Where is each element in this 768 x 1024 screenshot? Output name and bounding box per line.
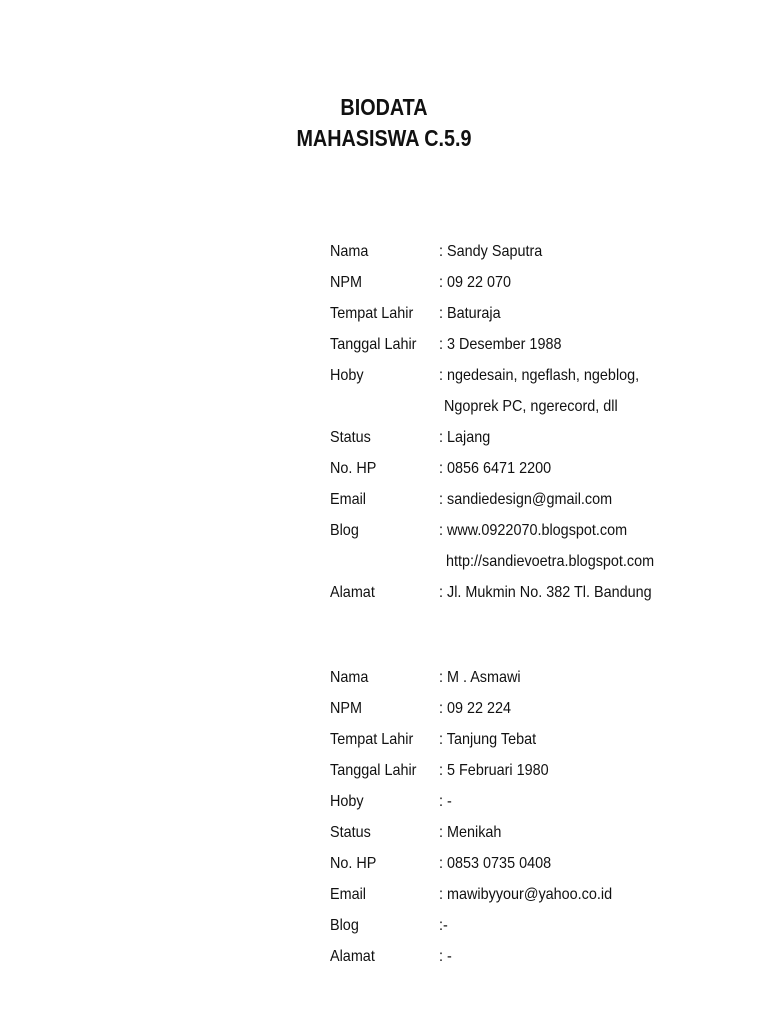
field-value: : - bbox=[439, 793, 452, 810]
field-row-npm bbox=[330, 696, 750, 727]
field-label: Email bbox=[330, 491, 367, 508]
field-label: NPM bbox=[330, 700, 363, 717]
field-row-npm bbox=[330, 270, 750, 301]
field-row-tanggal-lahir bbox=[330, 758, 750, 789]
field-row-tempat-lahir bbox=[330, 301, 750, 332]
field-row-nama bbox=[330, 239, 750, 270]
field-row-hoby-continued bbox=[330, 394, 750, 425]
field-value: : Jl. Mukmin No. 382 Tl. Bandung bbox=[439, 584, 652, 601]
student-record-2 bbox=[330, 665, 750, 975]
field-row-status bbox=[330, 820, 750, 851]
field-label: Tempat Lahir bbox=[330, 731, 414, 748]
field-row-blog bbox=[330, 518, 750, 549]
field-row-alamat bbox=[330, 944, 750, 975]
field-label: Alamat bbox=[330, 584, 375, 601]
field-row-blog-continued bbox=[330, 549, 750, 580]
field-row-nama bbox=[330, 665, 750, 696]
field-value: : 09 22 224 bbox=[439, 700, 512, 717]
field-label: Alamat bbox=[330, 948, 375, 965]
field-label: Tanggal Lahir bbox=[330, 762, 417, 779]
field-label: NPM bbox=[330, 274, 363, 291]
field-row-no-hp bbox=[330, 851, 750, 882]
document-title-line-2: MAHASISWA C.5.9 bbox=[296, 125, 472, 151]
field-row-hoby bbox=[330, 363, 750, 394]
field-row-no-hp bbox=[330, 456, 750, 487]
student-record-1 bbox=[330, 239, 750, 611]
field-label: Tanggal Lahir bbox=[330, 336, 417, 353]
field-label: No. HP bbox=[330, 855, 377, 872]
field-row-blog bbox=[330, 913, 750, 944]
field-row-email bbox=[330, 487, 750, 518]
field-row-alamat bbox=[330, 580, 750, 611]
field-value: : 0856 6471 2200 bbox=[439, 460, 552, 477]
field-row-status bbox=[330, 425, 750, 456]
field-value: : 09 22 070 bbox=[439, 274, 512, 291]
field-value: :- bbox=[439, 917, 448, 934]
field-value: : 0853 0735 0408 bbox=[439, 855, 552, 872]
field-label: Nama bbox=[330, 669, 369, 686]
field-row-tanggal-lahir bbox=[330, 332, 750, 363]
field-label: Hoby bbox=[330, 793, 364, 810]
field-value: : Sandy Saputra bbox=[439, 243, 543, 260]
field-value: : sandiedesign@gmail.com bbox=[439, 491, 613, 508]
field-row-hoby bbox=[330, 789, 750, 820]
field-value: : M . Asmawi bbox=[439, 669, 521, 686]
field-value: : Lajang bbox=[439, 429, 491, 446]
field-value: : Menikah bbox=[439, 824, 502, 841]
field-value: Ngoprek PC, ngerecord, dll bbox=[444, 398, 618, 415]
document-title-line-1: BIODATA bbox=[340, 94, 428, 120]
field-label: No. HP bbox=[330, 460, 377, 477]
field-row-email bbox=[330, 882, 750, 913]
field-label: Status bbox=[330, 824, 371, 841]
field-label: Blog bbox=[330, 917, 359, 934]
field-value: : 3 Desember 1988 bbox=[439, 336, 562, 353]
field-value: http://sandievoetra.blogspot.com bbox=[446, 553, 655, 570]
field-label: Hoby bbox=[330, 367, 364, 384]
field-label: Email bbox=[330, 886, 367, 903]
field-value: : ngedesain, ngeflash, ngeblog, bbox=[439, 367, 640, 384]
field-label: Tempat Lahir bbox=[330, 305, 414, 322]
field-value: : mawibyyour@yahoo.co.id bbox=[439, 886, 613, 903]
field-label: Blog bbox=[330, 522, 359, 539]
field-value: : Tanjung Tebat bbox=[439, 731, 537, 748]
field-row-tempat-lahir bbox=[330, 727, 750, 758]
field-label: Nama bbox=[330, 243, 369, 260]
field-value: : www.0922070.blogspot.com bbox=[439, 522, 628, 539]
field-value: : - bbox=[439, 948, 452, 965]
field-value: : 5 Februari 1980 bbox=[439, 762, 549, 779]
field-label: Status bbox=[330, 429, 371, 446]
field-value: : Baturaja bbox=[439, 305, 501, 322]
